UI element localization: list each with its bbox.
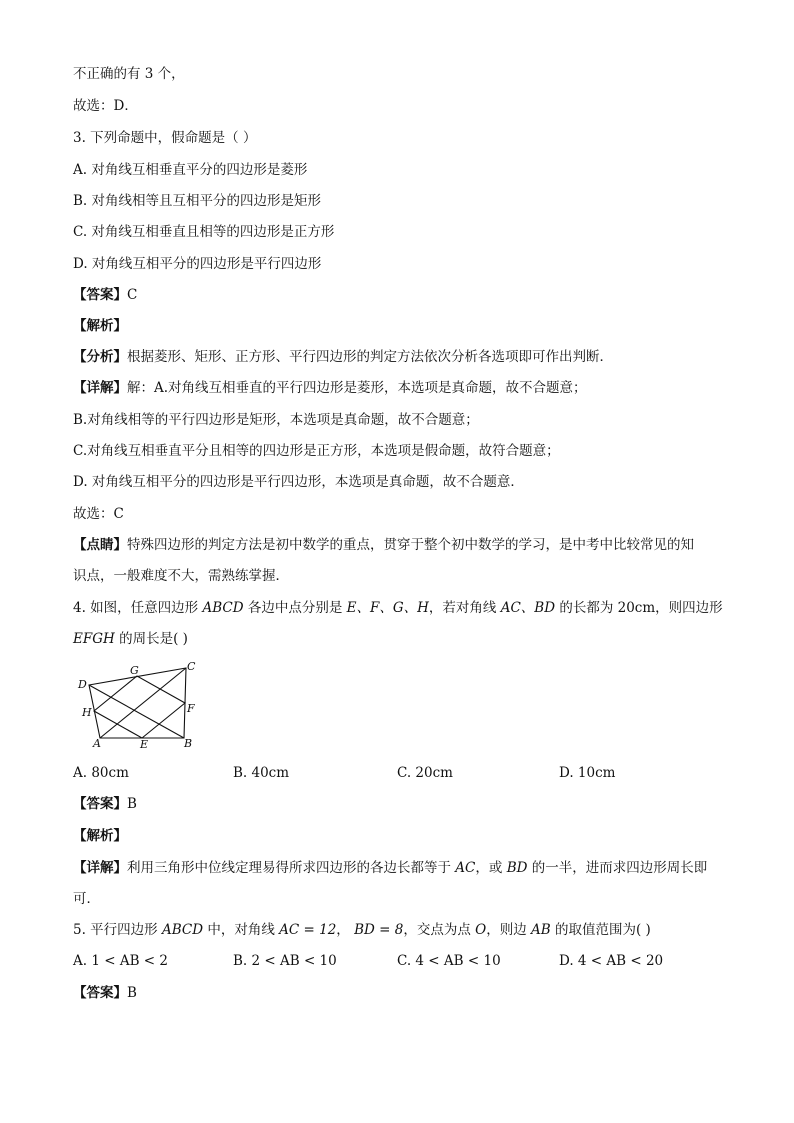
answer-line xyxy=(73,983,137,1003)
point-label-g: G xyxy=(130,664,139,677)
math-midpoints: E、F、G、H xyxy=(346,600,429,616)
question-5-option-b: B. 2 < AB < 10 xyxy=(233,953,337,969)
answer-line xyxy=(73,794,137,814)
answer-value: B xyxy=(127,985,137,1001)
text-line: 识点，一般难度不大，需熟练掌握． xyxy=(73,568,289,584)
text-line: 不正确的有 3 个， xyxy=(73,66,185,82)
diagonal-bd xyxy=(89,685,184,738)
stem-text: 各边中点分别是 xyxy=(243,600,347,616)
question-5-option-d: D. 4 < AB < 20 xyxy=(559,953,664,969)
question-3-stem: 3. 下列命题中，假命题是（ ） xyxy=(73,130,257,146)
point-label-e: E xyxy=(140,738,149,751)
detail-line xyxy=(73,858,707,878)
text-line: B.对角线相等的平行四边形是矩形，本选项是真命题，故不合题意； xyxy=(73,412,479,428)
analysis-tag: 【解析】 xyxy=(73,828,127,844)
analysis-tag: 【解析】 xyxy=(73,318,127,334)
fenxi-tag: 【分析】 xyxy=(73,349,127,365)
stem-text: 的长都为 20cm，则四边形 xyxy=(555,600,723,616)
detail-tag: 【详解】 xyxy=(73,860,127,876)
math-diagonals: AC、BD xyxy=(500,600,556,616)
answer-tag: 【答案】 xyxy=(73,985,127,1001)
analysis-heading xyxy=(73,826,127,846)
question-4-option-b: B. 40cm xyxy=(233,765,290,781)
stem-text: 的周长是( ) xyxy=(114,631,188,647)
question-3-option-c: C. 对角线互相垂直且相等的四边形是正方形 xyxy=(73,224,335,240)
answer-line xyxy=(73,285,137,305)
question-5-option-a: A. 1 < AB < 2 xyxy=(73,953,168,969)
stem-text: 的取值范围为( ) xyxy=(550,922,651,938)
stem-text: 4. 如图，任意四边形 xyxy=(73,600,203,616)
math-o: O xyxy=(475,922,487,938)
math-abcd: ABCD xyxy=(161,922,204,938)
answer-value: C xyxy=(127,287,138,303)
fenxi-line xyxy=(73,347,613,367)
detail-text: 利用三角形中位线定理易得所求四边形的各边长都等于 xyxy=(127,860,456,876)
point-label-b: B xyxy=(184,737,193,750)
stem-text: ，交点为点 xyxy=(403,922,476,938)
math-abcd: ABCD xyxy=(202,600,244,616)
question-4-option-c: C. 20cm xyxy=(397,765,453,781)
detail-text: 的一半，进而求四边形周长即 xyxy=(527,860,708,876)
question-3-option-d: D. 对角线互相平分的四边形是平行四边形 xyxy=(73,256,322,272)
point-label-d: D xyxy=(78,678,87,691)
text-line: C.对角线互相垂直平分且相等的四边形是正方形，本选项是假命题，故符合题意； xyxy=(73,443,560,459)
question-4-option-d: D. 10cm xyxy=(559,765,616,781)
detail-tag: 【详解】 xyxy=(73,380,127,396)
stem-text: ，若对角线 xyxy=(428,600,501,616)
text-line: D. 对角线互相平分的四边形是平行四边形，本选项是真命题，故不合题意． xyxy=(73,474,524,490)
comment-tag: 【点睛】 xyxy=(73,537,127,553)
answer-value: B xyxy=(127,796,137,812)
question-3-option-b: B. 对角线相等且互相平分的四边形是矩形 xyxy=(73,193,322,209)
text-line: 可． xyxy=(73,891,100,907)
text-line: 故选：D． xyxy=(73,98,138,114)
quadrilateral-figure xyxy=(74,658,204,752)
stem-text: 中，对角线 xyxy=(203,922,280,938)
question-4-stem-continued xyxy=(73,629,188,649)
answer-tag: 【答案】 xyxy=(73,796,127,812)
detail-line xyxy=(73,378,587,398)
math-ac-equation: AC = 12 xyxy=(279,922,337,938)
stem-text: ，则边 xyxy=(486,922,531,938)
point-label-h: H xyxy=(82,706,92,719)
fenxi-text: 根据菱形、矩形、正方形、平行四边形的判定方法依次分析各选项即可作出判断． xyxy=(127,349,613,365)
math-ab: AB xyxy=(531,922,551,938)
math-ac: AC xyxy=(455,860,476,876)
question-5-option-c: C. 4 < AB < 10 xyxy=(397,953,501,969)
math-efgh: EFGH xyxy=(73,631,115,647)
math-bd: BD xyxy=(506,860,528,876)
diagonal-ac xyxy=(100,668,186,738)
answer-tag: 【答案】 xyxy=(73,287,127,303)
question-3-option-a: A. 对角线互相垂直平分的四边形是菱形 xyxy=(73,162,308,178)
stem-text: ， xyxy=(336,922,355,938)
detail-text: ，或 xyxy=(475,860,507,876)
stem-text: 5. 平行四边形 xyxy=(73,922,162,938)
question-4-option-a: A. 80cm xyxy=(73,765,129,781)
comment-line xyxy=(73,535,694,555)
text-line: 故选：C xyxy=(73,506,124,522)
math-bd-equation: BD = 8 xyxy=(354,922,404,938)
point-label-c: C xyxy=(187,660,196,673)
analysis-heading xyxy=(73,316,127,336)
question-5-stem xyxy=(73,920,651,940)
quadrilateral-efgh xyxy=(94,676,185,738)
detail-text: 解：A.对角线互相垂直的平行四边形是菱形，本选项是真命题，故不合题意； xyxy=(127,380,587,396)
question-4-stem xyxy=(73,598,723,618)
point-label-a: A xyxy=(93,737,101,750)
comment-text: 特殊四边形的判定方法是初中数学的重点，贯穿于整个初中数学的学习，是中考中比较常见的知 xyxy=(127,537,694,553)
point-label-f: F xyxy=(187,702,195,715)
